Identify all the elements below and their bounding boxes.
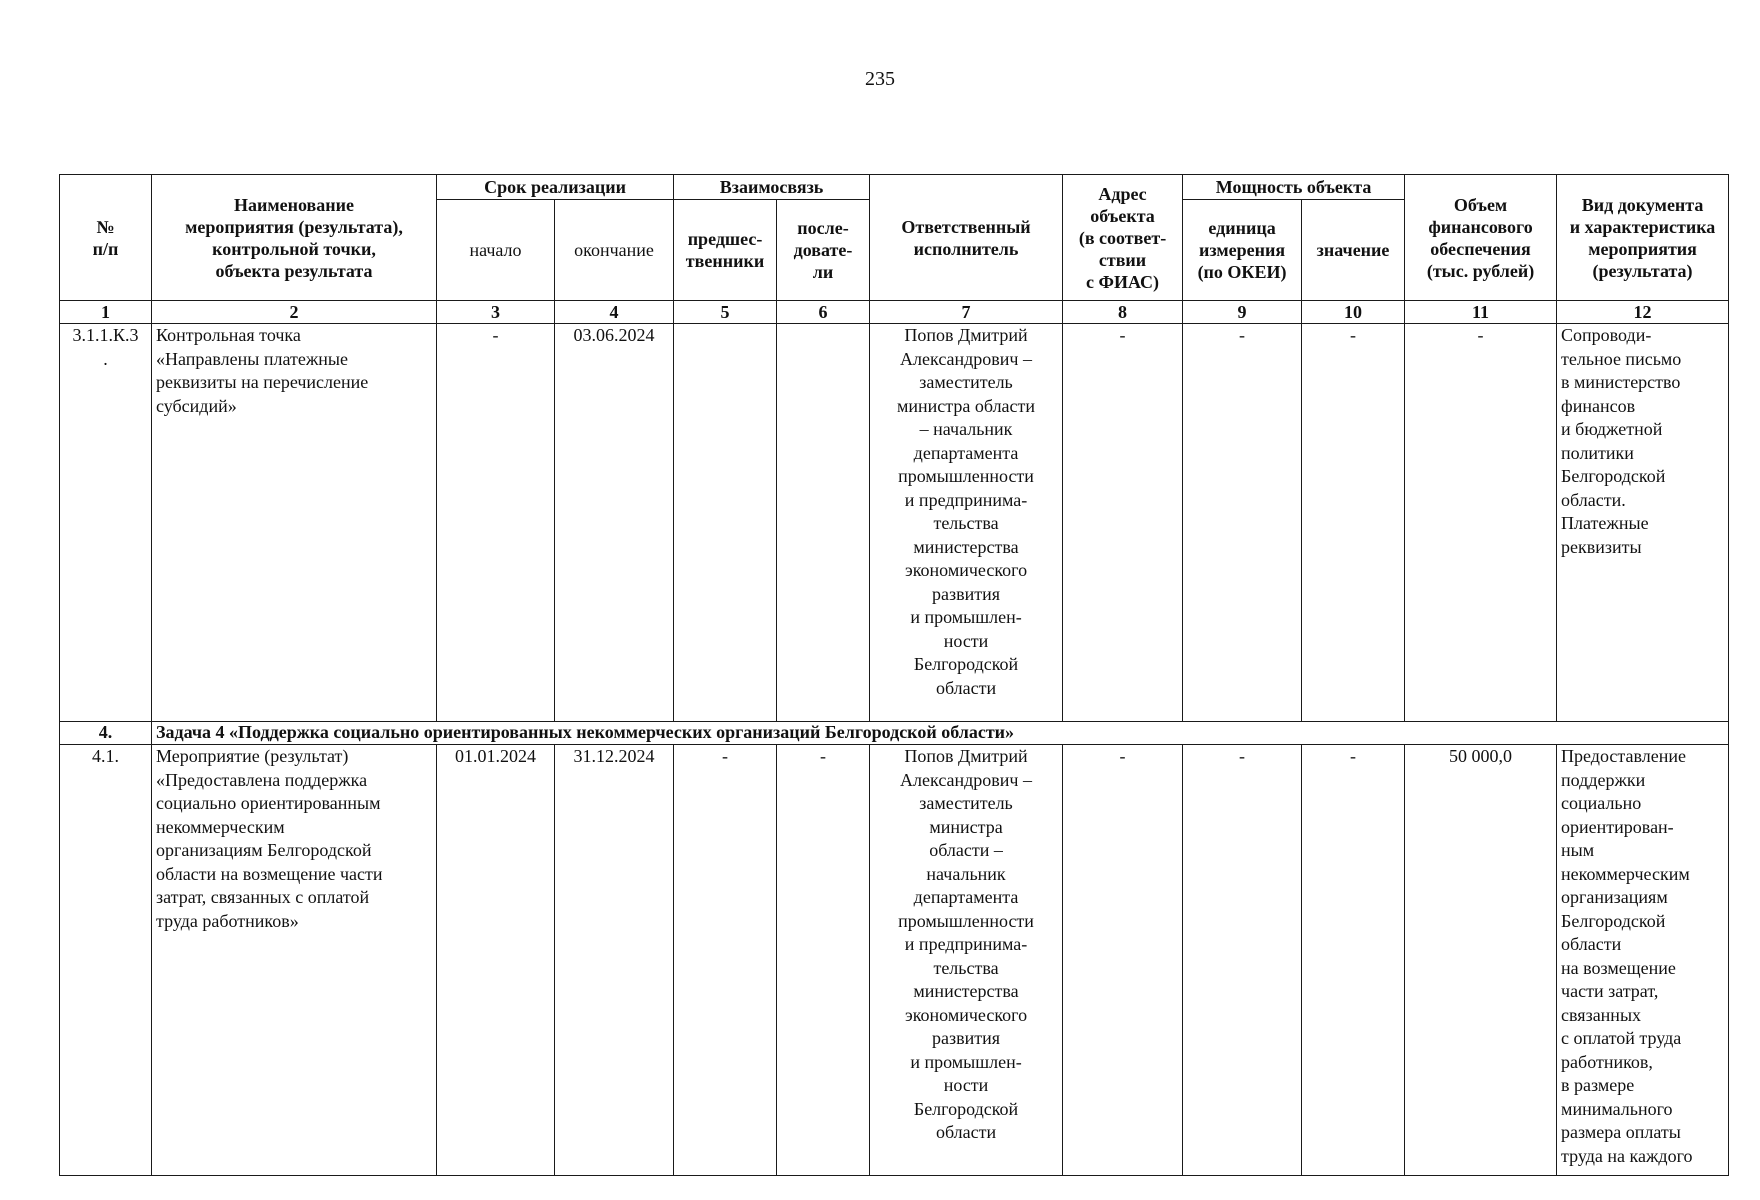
row-start: 01.01.2024 (437, 745, 555, 1176)
column-number-row (60, 301, 1729, 324)
task-title: Задача 4 «Поддержка социально ориентированных некоммерческих организаций Белгородской области» (152, 722, 1729, 745)
implementation-plan-table (59, 174, 1729, 1176)
table-row (60, 745, 1729, 1176)
header-address: Адрес объекта (в соответ- ствии с ФИАС) (1063, 175, 1183, 301)
column-number: 1 (60, 301, 152, 324)
column-number: 8 (1063, 301, 1183, 324)
header-row-1 (60, 175, 1729, 200)
column-number: 4 (555, 301, 674, 324)
column-number: 10 (1302, 301, 1405, 324)
row-succ: - (777, 745, 870, 1176)
row-code: 4.1. (60, 745, 152, 1176)
column-number: 9 (1183, 301, 1302, 324)
row-pred (674, 324, 777, 722)
column-number: 7 (870, 301, 1063, 324)
header-finance: Объем финансового обеспечения (тыс. рублей) (1405, 175, 1557, 301)
column-number: 5 (674, 301, 777, 324)
table-row (60, 324, 1729, 722)
row-finance: - (1405, 324, 1557, 722)
row-unit: - (1183, 324, 1302, 722)
row-end: 03.06.2024 (555, 324, 674, 722)
header-pred: предшес- твенники (674, 200, 777, 301)
row-name: Мероприятие (результат) «Предоставлена поддержка социально ориентированным некоммерческим организациям Белгородской области на возмещение части затрат, связанных с оплатой труда работников» (152, 745, 437, 1176)
row-value: - (1302, 745, 1405, 1176)
header-start: начало (437, 200, 555, 301)
column-number: 12 (1557, 301, 1729, 324)
header-name: Наименование мероприятия (результата), контрольной точки, объекта результата (152, 175, 437, 301)
row-finance: 50 000,0 (1405, 745, 1557, 1176)
header-capacity: Мощность объекта (1183, 175, 1405, 200)
row-value: - (1302, 324, 1405, 722)
row-responsible: Попов Дмитрий Александрович – заместитель министра области – начальник департамента промышленности и предпринима- тельства министерства экономического развития и промышлен- ности Белгородской области (870, 324, 1063, 722)
header-link: Взаимосвязь (674, 175, 870, 200)
row-address: - (1063, 324, 1183, 722)
header-doc: Вид документа и характеристика мероприятия (результата) (1557, 175, 1729, 301)
header-succ: после- довате- ли (777, 200, 870, 301)
row-doc: Сопроводи- тельное письмо в министерство финансов и бюджетной политики Белгородской области. Платежные реквизиты (1557, 324, 1729, 722)
row-address: - (1063, 745, 1183, 1176)
header-num: № п/п (60, 175, 152, 301)
header-period: Срок реализации (437, 175, 674, 200)
row-end: 31.12.2024 (555, 745, 674, 1176)
row-start: - (437, 324, 555, 722)
row-name: Контрольная точка «Направлены платежные реквизиты на перечисление субсидий» (152, 324, 437, 722)
column-number: 2 (152, 301, 437, 324)
page-number: 235 (865, 68, 895, 90)
row-pred: - (674, 745, 777, 1176)
column-number: 6 (777, 301, 870, 324)
row-responsible: Попов Дмитрий Александрович – заместитель министра области – начальник департамента промышленности и предпринима- тельства министерства экономического развития и промышлен- ности Белгородской области (870, 745, 1063, 1176)
task-code: 4. (60, 722, 152, 745)
column-number: 11 (1405, 301, 1557, 324)
column-number: 3 (437, 301, 555, 324)
header-value: значение (1302, 200, 1405, 301)
header-unit: единица измерения (по ОКЕИ) (1183, 200, 1302, 301)
header-responsible: Ответственный исполнитель (870, 175, 1063, 301)
row-unit: - (1183, 745, 1302, 1176)
row-code: 3.1.1.К.3 . (60, 324, 152, 722)
row-succ (777, 324, 870, 722)
task-row (60, 722, 1729, 745)
header-end: окончание (555, 200, 674, 301)
row-doc: Предоставление поддержки социально ориентирован- ным некоммерческим организациям Белгородской области на возмещение части затрат, связанных с оплатой труда работников, в размере минимального размера оплаты труда на каждого (1557, 745, 1729, 1176)
